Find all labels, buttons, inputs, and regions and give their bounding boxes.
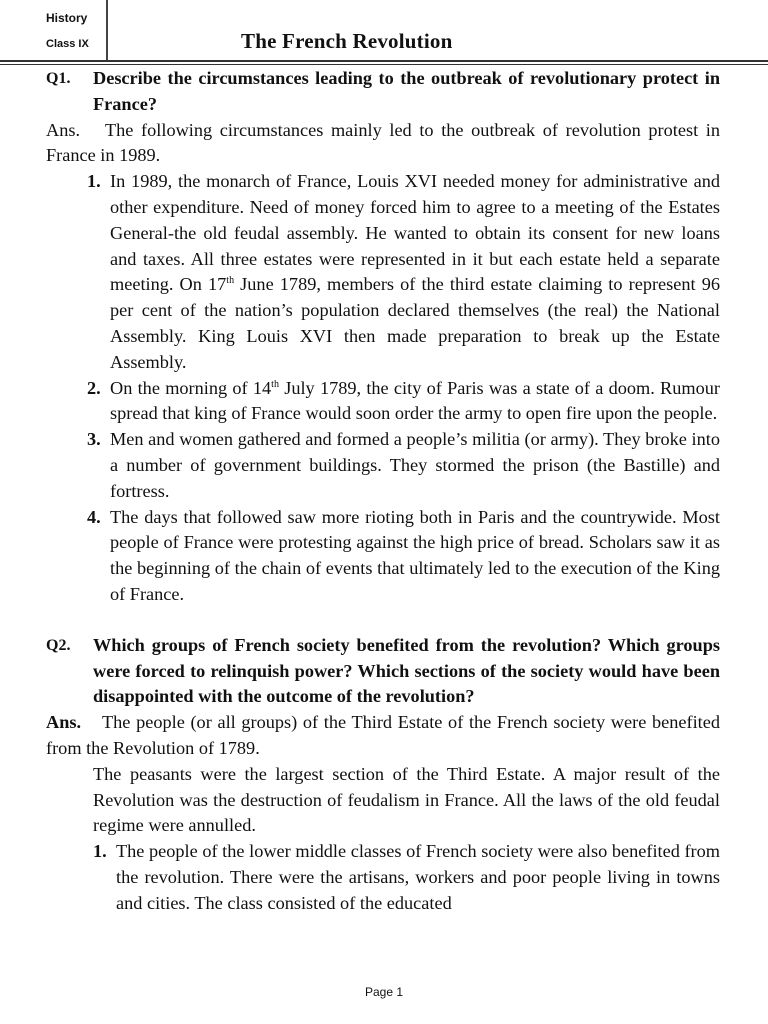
- list-item: [0, 376, 768, 428]
- list-item-number: 1.: [93, 841, 107, 862]
- page-title: The French Revolution: [241, 29, 453, 53]
- list-item-number: 4.: [87, 506, 101, 527]
- question-2-text: Which groups of French society benefited from the revolution? Which groups were forced to relinquish power? Which sections of the society would have been disappointed with the outcome of the revolution?: [93, 634, 720, 707]
- header-class: Class IX: [46, 38, 89, 50]
- answer-2-intro: [0, 710, 768, 762]
- list-item: [0, 427, 768, 504]
- question-1-label: Q1.: [46, 70, 71, 87]
- question-2: [0, 633, 768, 710]
- list-item-text: On the morning of 14: [110, 377, 272, 398]
- answer-2-points: [0, 839, 768, 916]
- header-divider: [0, 60, 768, 65]
- answer-1-intro: [0, 118, 768, 170]
- page-header: [0, 0, 768, 62]
- answer-2-paragraph-text: The peasants were the largest section of the Third Estate. A major result of the Revolution was the destruction of feudalism in France. All the laws of the old feudal regime were annulled.: [93, 763, 720, 836]
- document-body: [0, 66, 768, 917]
- question-1: [0, 66, 768, 118]
- list-item-text: In 1989, the monarch of France, Louis XVI needed money for administrative and other expenditure. Need of money forced him to agree to a meeting of the Estates General-the old feudal assembly. He wanted to obtain its consent for new loans and taxes. All three estates were represented in it but each estate held a separate meeting. On 17: [110, 171, 720, 295]
- list-item-text: The days that followed saw more rioting both in Paris and the countrywide. Most people of France were protesting against the high price of bread. Scholars saw it as the beginning of the chain of events that ultimately led to the execution of the King of France.: [110, 506, 720, 604]
- list-item: [0, 169, 768, 375]
- superscript: th: [226, 275, 235, 287]
- list-item: [0, 839, 768, 916]
- list-item-text-cont: July 1789, the city of Paris was a state of a doom. Rumour spread that king of France would soon order the army to open fire upon the people.: [110, 377, 720, 424]
- header-subject: History: [46, 11, 88, 25]
- question-2-label: Q2.: [46, 636, 71, 654]
- superscript: th: [271, 378, 279, 390]
- header-left-box: [0, 0, 108, 60]
- answer-1-label: Ans.: [46, 119, 81, 140]
- answer-2-label: Ans.: [46, 712, 82, 733]
- list-item-number: 2.: [87, 377, 101, 398]
- page-number: Page 1: [364, 985, 404, 999]
- spacer: [0, 608, 768, 633]
- answer-1-intro-text: The following circumstances mainly led to the outbreak of revolution protest in France in 1989.: [46, 119, 720, 166]
- answer-1-points: [0, 169, 768, 608]
- list-item-text: Men and women gathered and formed a people’s militia (or army). They broke into a number of government buildings. They stormed the prison (the Bastille) and fortress.: [110, 429, 720, 501]
- answer-2-intro-text: The people (or all groups) of the Third Estate of the French society were benefited from the Revolution of 1789.: [46, 712, 720, 758]
- question-1-text: Describe the circumstances leading to the outbreak of revolutionary protect in France?: [93, 68, 720, 114]
- list-item-text-cont: June 1789, members of the third estate claiming to represent 96 per cent of the nation’s population declared themselves (the real) the National Assembly. King Louis XVI then made preparation to break up the Estate Assembly.: [110, 274, 720, 372]
- list-item: [0, 505, 768, 608]
- list-item-number: 1.: [87, 171, 101, 192]
- list-item-number: 3.: [87, 429, 101, 450]
- answer-2-paragraph: [0, 762, 768, 839]
- list-item-text: The people of the lower middle classes of French society were also benefited from the revolution. There were the artisans, workers and poor people living in towns and cities. The class consisted of the educated: [116, 841, 720, 913]
